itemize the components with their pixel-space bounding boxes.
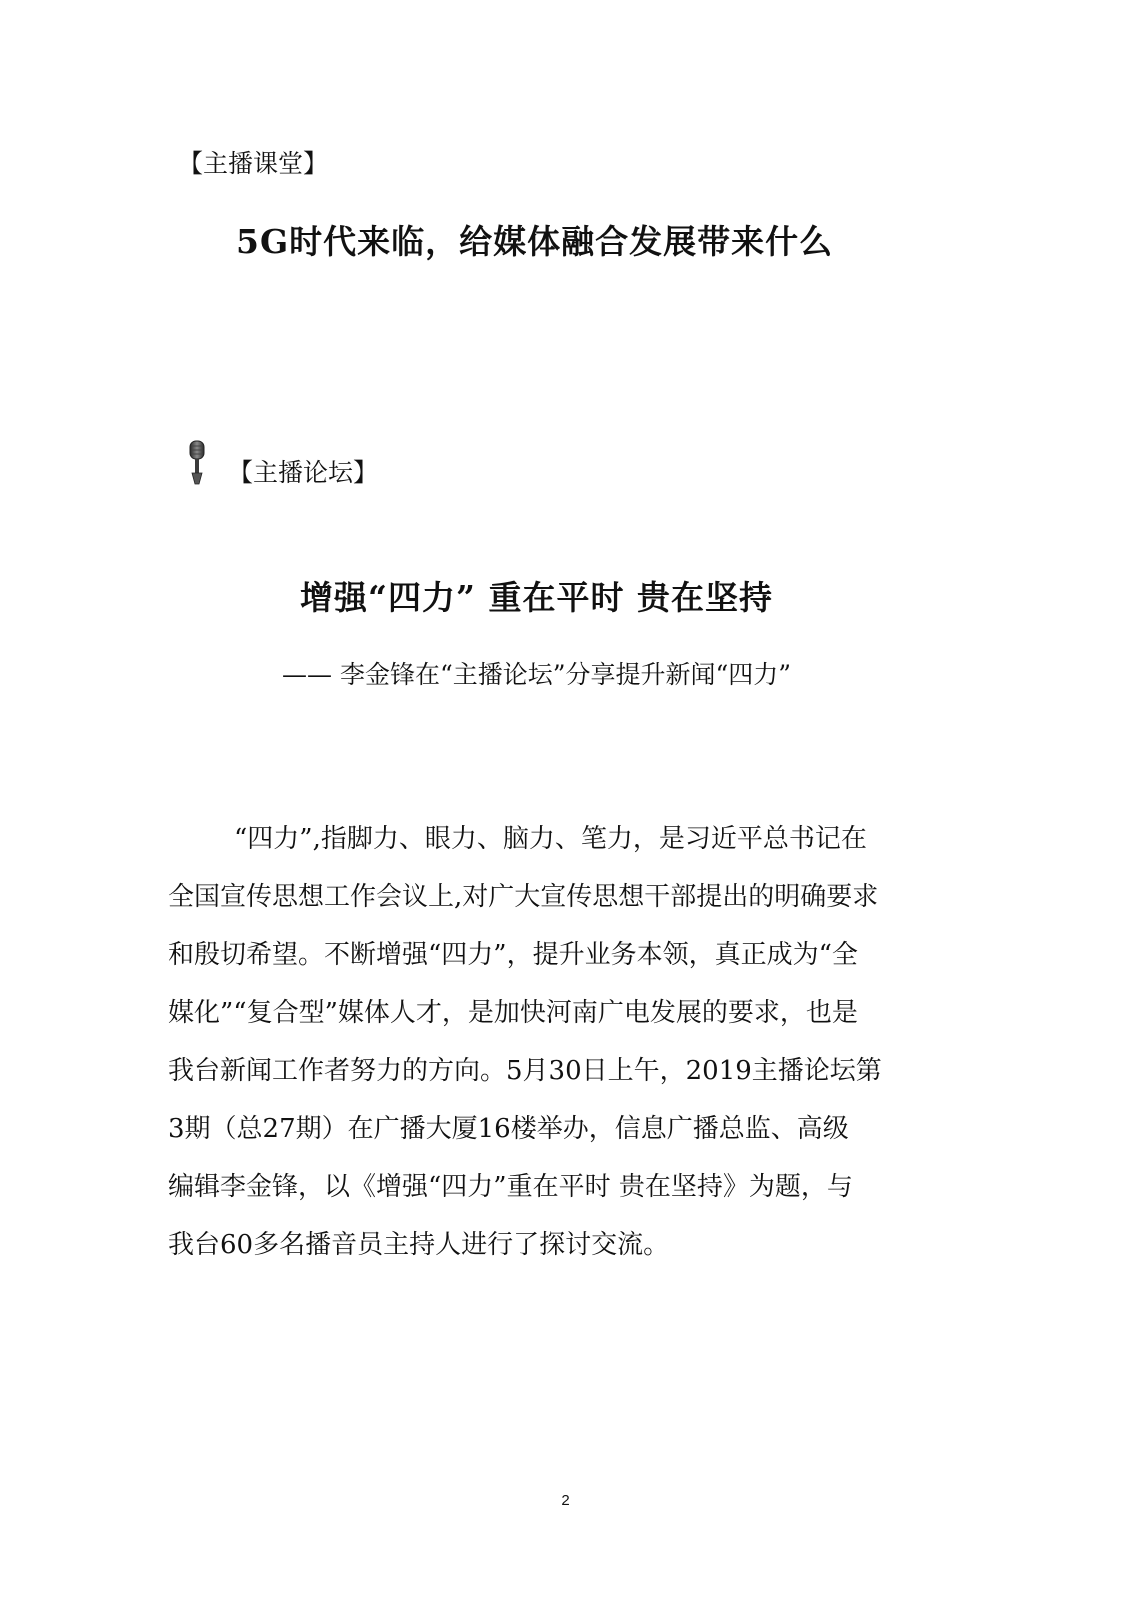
- body-line: 我台60多名播音员主持人进行了探讨交流。: [168, 1230, 670, 1260]
- section-tag-anchor-classroom: 【主播课堂】: [178, 149, 329, 178]
- body-line: 3期（总27期）在广播大厦16楼举办，信息广播总监、高级: [168, 1114, 849, 1144]
- microphone-icon: [186, 440, 208, 486]
- page-number: 2: [561, 1492, 570, 1509]
- body-line: 和殷切希望。不断增强“四力”，提升业务本领，真正成为“全: [168, 940, 858, 970]
- headline-5g-era: 5G时代来临，给媒体融合发展带来什么: [236, 222, 834, 261]
- article-body: [168, 810, 948, 1274]
- subtitle: —— 李金锋在“主播论坛”分享提升新闻“四力”: [282, 660, 792, 689]
- body-line: 编辑李金锋，以《增强“四力”重在平时 贵在坚持》为题，与: [168, 1172, 853, 1202]
- section-tag-anchor-forum: 【主播论坛】: [228, 458, 379, 487]
- body-line: “四力”,指脚力、眼力、脑力、笔力，是习近平总书记在: [234, 824, 867, 854]
- headline-four-abilities: 增强“四力” 重在平时 贵在坚持: [300, 578, 773, 617]
- body-line: 全国宣传思想工作会议上,对广大宣传思想干部提出的明确要求: [168, 882, 879, 912]
- body-line: 媒化”“复合型”媒体人才，是加快河南广电发展的要求，也是: [168, 998, 858, 1028]
- body-line: 我台新闻工作者努力的方向。5月30日上午，2019主播论坛第: [168, 1056, 882, 1086]
